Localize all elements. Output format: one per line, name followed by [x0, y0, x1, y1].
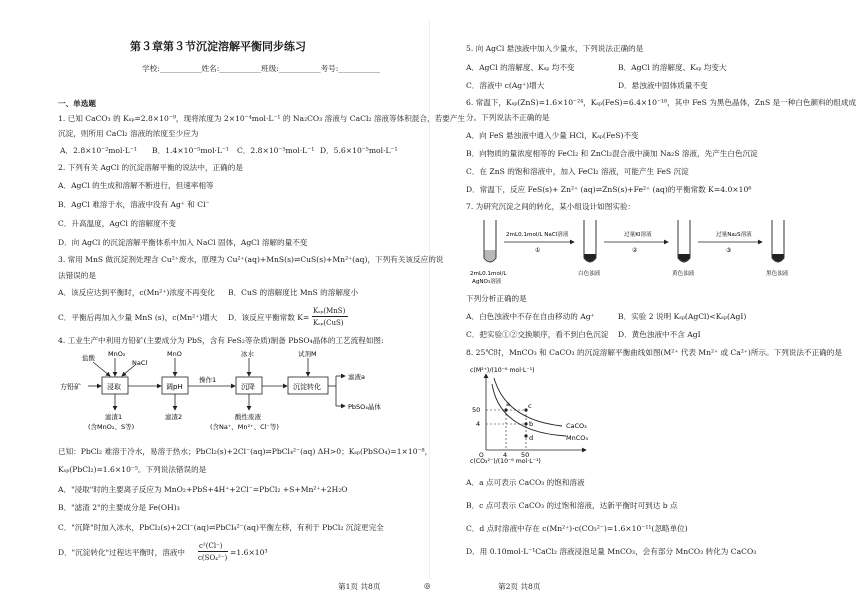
q7-stem: 7. 为研究沉淀之间的转化，某小组设计如图实验： — [466, 202, 636, 211]
q7-option-a: A．白色浊液中不存在自由移动的 Ag⁺ — [466, 312, 595, 321]
q8-option-b: B．c 点可表示 CaCO₃ 的过饱和溶液，达新平衡时可到达 b 点 — [466, 501, 678, 510]
flow-waste: 酸性废液 — [235, 413, 261, 421]
flow-mno: MnO — [167, 350, 182, 358]
q4-d-tail: =1.6×10³ — [230, 548, 268, 557]
q4-option-b: B．"滤渣 2"的主要成分是 Fe(OH)₃ — [58, 503, 180, 512]
page-number-left: 第1页 共8页 — [338, 582, 381, 591]
flow-reagent: 试剂M — [298, 350, 317, 358]
q1-stem-cont: 沉淀，则所用 CaCl₂ 溶液的浓度至少应为 — [58, 129, 199, 138]
flow-hcl: 盐酸 — [82, 354, 95, 362]
q3-option-a: A．该反应达到平衡时，c(Mn²⁺)浓度不再变化 — [58, 288, 215, 297]
flow-mno2: MnO₂ — [108, 350, 126, 358]
q4-note-2: Kₛₚ(PbCl₂)=1.6×10⁻⁵。下列说法错误的是 — [58, 465, 207, 474]
flow-filtrate-a: 滤液a — [348, 373, 365, 381]
q4-d-numerator: c²(Cl⁻) — [199, 542, 223, 550]
q4-option-c: C．"沉降"时加入冰水，PbCl₂(s)+2Cl⁻(aq)⇌PbCl₄²⁻(aq)平衡左移，有利于 PbCl₂ 沉淀更完全 — [58, 523, 384, 532]
q8-option-d: D．用 0.10mol·L⁻¹CaCl₂ 溶液浸泡足量 MnCO₃，会有部分 MnCO₃ 转化为 CaCO₃ — [466, 547, 757, 556]
flow-ore: 方铅矿 — [60, 383, 81, 391]
q7-option-c: C．把实验①②交换顺序，看不到白色沉淀 — [466, 330, 609, 339]
solubility-curve-figure — [466, 360, 666, 470]
x-tick-4: 4 — [503, 451, 508, 459]
q2-stem: 2. 下列有关 AgCl 的沉淀溶解平衡的说法中，正确的是 — [58, 163, 243, 172]
point-d-label: d — [529, 434, 534, 442]
tube-0-label-2: AgNO₃溶液 — [472, 279, 502, 285]
flow-op1: 操作1 — [199, 376, 217, 384]
q4-option-d: D．"沉淀转化"过程达平衡时，溶液中 — [58, 548, 185, 557]
arrow-2-label: 过量KI溶液 — [624, 232, 652, 238]
flow-residue1: 滤渣1 — [105, 413, 123, 421]
q5-option-b: B．AgCl 的溶解度、Kₛₚ 均变大 — [618, 63, 727, 72]
q4-stem: 4. 工业生产中利用方铅矿(主要成分为 PbS，含有 FeS₂等杂质)制备 PbSO₄晶体的工艺流程如图: — [58, 336, 384, 345]
flow-residue1-sub: (含MnO₂、S等) — [88, 423, 135, 431]
y-tick-50: 50 — [472, 406, 481, 414]
page-number-right: 第2页 共8页 — [498, 582, 541, 591]
y-tick-4: 4 — [476, 420, 481, 428]
flow-nacl: NaCl — [132, 359, 148, 367]
q7-option-d: D．黄色浊液中不含 AgI — [618, 330, 701, 339]
y-axis-label: c(M²⁺)/(10⁻⁶ mol·L⁻¹) — [470, 367, 535, 374]
arrow-3-label: 过量Na₂S溶液 — [716, 232, 752, 238]
q5-option-c: C．溶液中 c(Ag⁺)增大 — [466, 81, 545, 90]
q3-option-c: C．平衡后再加入少量 MnS (s)，c(Mn²⁺)增大 — [58, 313, 218, 322]
q6-option-a: A．向 FeS 悬浊液中通入少量 HCl，Kₛₚ(FeS)不变 — [466, 131, 639, 140]
q3-option-d: D．该反应平衡常数 K= — [228, 313, 310, 322]
q6-stem: 6. 常温下，Kₛₚ(ZnS)=1.6×10⁻²⁴，Kₛₚ(FeS)=6.4×10⁻¹⁸，其中 FeS 为黑色晶体，ZnS 是一种白色颜料的组成成 — [466, 98, 857, 107]
point-b-label: b — [529, 420, 534, 428]
flow-convert: 沉淀转化 — [293, 383, 321, 391]
q4-note-1: 已知：PbCl₂ 难溶于冷水，易溶于热水；PbCl₂(s)+2Cl⁻(aq)⇌PbCl₄²⁻(aq) ΔH>0；Kₛₚ(PbSO₄)=1×10⁻⁸， — [58, 447, 433, 456]
turbid-3-label: 黑色浊液 — [766, 271, 789, 277]
q5-option-d: D．悬浊液中固体质量不变 — [618, 81, 708, 90]
section-heading: 一、单选题 — [58, 99, 96, 108]
flow-residue2: 滤渣2 — [165, 413, 183, 421]
flow-ph: 调pH — [166, 383, 183, 391]
tube-0-label: 2mL0.1mol/L — [470, 271, 507, 277]
q1-option-a: A．2.8×10⁻²mol·L⁻¹ — [60, 146, 137, 155]
flow-leach: 浸取 — [107, 383, 121, 391]
q3-stem: 3. 常用 MnS 做沉淀剂处理含 Cu²⁺废水，原理为 Cu²⁺(aq)+MnS(s)⇌CuS(s)+Mn²⁺(aq)，下列有关该反应的说 — [58, 255, 444, 264]
arrow-1-label: 2mL0.1mol/L NaCl溶液 — [506, 232, 569, 238]
fraction-bar — [312, 316, 348, 317]
q6-option-d: D．常温下，反应 FeS(s)+ Zn²⁺ (aq)⇌ZnS(s)+Fe²⁺ (aq)的平衡常数 K=4.0×10⁶ — [466, 185, 752, 194]
q2-option-c: C．升高温度，AgCl 的溶解度不变 — [58, 219, 176, 228]
turbid-1-label: 白色浊液 — [578, 271, 601, 277]
flow-waste-sub: (含Na⁺、Mn²⁺、Cl⁻等) — [210, 423, 279, 431]
q3-k-denominator: Kₛₚ(CuS) — [313, 319, 344, 327]
q3-option-b: B．CuS 的溶解度比 MnS 的溶解度小 — [228, 288, 359, 297]
curve-mnco3-label: MnCO₃ — [566, 434, 588, 442]
step-1-label: ① — [535, 247, 541, 254]
step-3-label: ③ — [726, 247, 732, 254]
q1-option-d: D．5.6×10⁻⁵mol·L⁻¹ — [320, 146, 398, 155]
q1-option-c: C．2.8×10⁻⁵mol·L⁻¹ — [237, 146, 315, 155]
curve-caco3-label: CaCO₃ — [566, 422, 587, 430]
flow-ice: 冰水 — [241, 350, 254, 358]
turbid-2-label: 黄色浊液 — [672, 271, 695, 277]
fraction-bar — [198, 551, 228, 552]
q8-option-c: C．d 点时溶液中存在 c(Mn²⁺)·c(CO₃²⁻)=1.6×10⁻¹¹(忽略单位) — [466, 524, 688, 533]
point-a-label: a — [506, 400, 510, 408]
student-info-line: 学校:___________姓名:___________班级:___________考号:___________ — [142, 64, 381, 73]
point-c-label: c — [528, 402, 532, 410]
flow-settle: 沉降 — [241, 383, 255, 391]
q2-option-b: B．AgCl 难溶于水，溶液中没有 Ag⁺ 和 Cl⁻ — [58, 200, 210, 209]
q7-option-b: B．实验 2 说明 Kₛₚ(AgCl)<Kₛₚ(AgI) — [618, 312, 747, 321]
step-2-label: ② — [632, 247, 638, 254]
q3-stem-cont: 法错误的是 — [58, 271, 96, 280]
q5-option-a: A．AgCl 的溶解度、Kₛₚ 均不变 — [466, 63, 575, 72]
q2-option-a: A．AgCl 的生成和溶解不断进行，但速率相等 — [58, 181, 214, 190]
right-column — [430, 0, 860, 608]
origin-label: O — [479, 452, 484, 459]
q6-stem-cont: 分。下列说法不正确的是 — [466, 113, 550, 122]
q1-option-b: B．1.4×10⁻⁵mol·L⁻¹ — [152, 146, 230, 155]
q6-option-b: B．向物质的量浓度相等的 FeCl₂ 和 ZnCl₂混合液中滴加 Na₂S 溶液，先产生白色沉淀 — [466, 149, 758, 158]
page-title: 第３章第３节沉淀溶解平衡同步练习 — [130, 40, 306, 53]
q3-k-numerator: Kₛₚ(MnS) — [313, 307, 346, 315]
q4-d-denominator: c(SO₄²⁻) — [198, 554, 228, 562]
q7-question: 下列分析正确的是 — [466, 294, 527, 303]
q1-stem: 1. 已知 CaCO₃ 的 Kₛₚ=2.8×10⁻⁹，现将浓度为 2×10⁻⁴mol·L⁻¹ 的 Na₂CO₃ 溶液与 CaCl₂ 溶液等体积混合，若要产生 — [58, 114, 465, 123]
q6-option-c: C．在 ZnS 的饱和溶液中，加入 FeCl₂ 溶液，可能产生 FeS 沉淀 — [466, 167, 689, 176]
flow-product: PbSO₄晶体 — [348, 403, 381, 411]
q2-option-d: D．向 AgCl 的沉淀溶解平衡体系中加入 NaCl 固体，AgCl 溶解的量不变 — [58, 238, 308, 247]
x-tick-50: 50 — [521, 451, 530, 459]
q8-stem: 8. 25℃时，MnCO₃ 和 CaCO₃ 的沉淀溶解平衡曲线如图(M²⁺ 代表 Mn²⁺ 或 Ca²⁺)所示。下列说法不正确的是 — [466, 348, 842, 357]
q8-option-a: A．a 点可表示 CaCO₃ 的饱和溶液 — [466, 478, 585, 487]
q5-stem: 5. 向 AgCl 悬浊液中加入少量水，下列说法正确的是 — [466, 44, 644, 53]
q4-option-a: A．"浸取"时的主要离子反应为 MnO₂+PbS+4H⁺+2Cl⁻=PbCl₂ +S+Mn²⁺+2H₂O — [58, 485, 348, 494]
experiment-diagram — [466, 214, 806, 289]
process-flow-diagram — [60, 350, 390, 445]
x-axis-label: c(CO₃²⁻)/(10⁻⁶ mol·L⁻¹) — [470, 458, 541, 465]
center-mark: ◎ — [424, 581, 431, 590]
